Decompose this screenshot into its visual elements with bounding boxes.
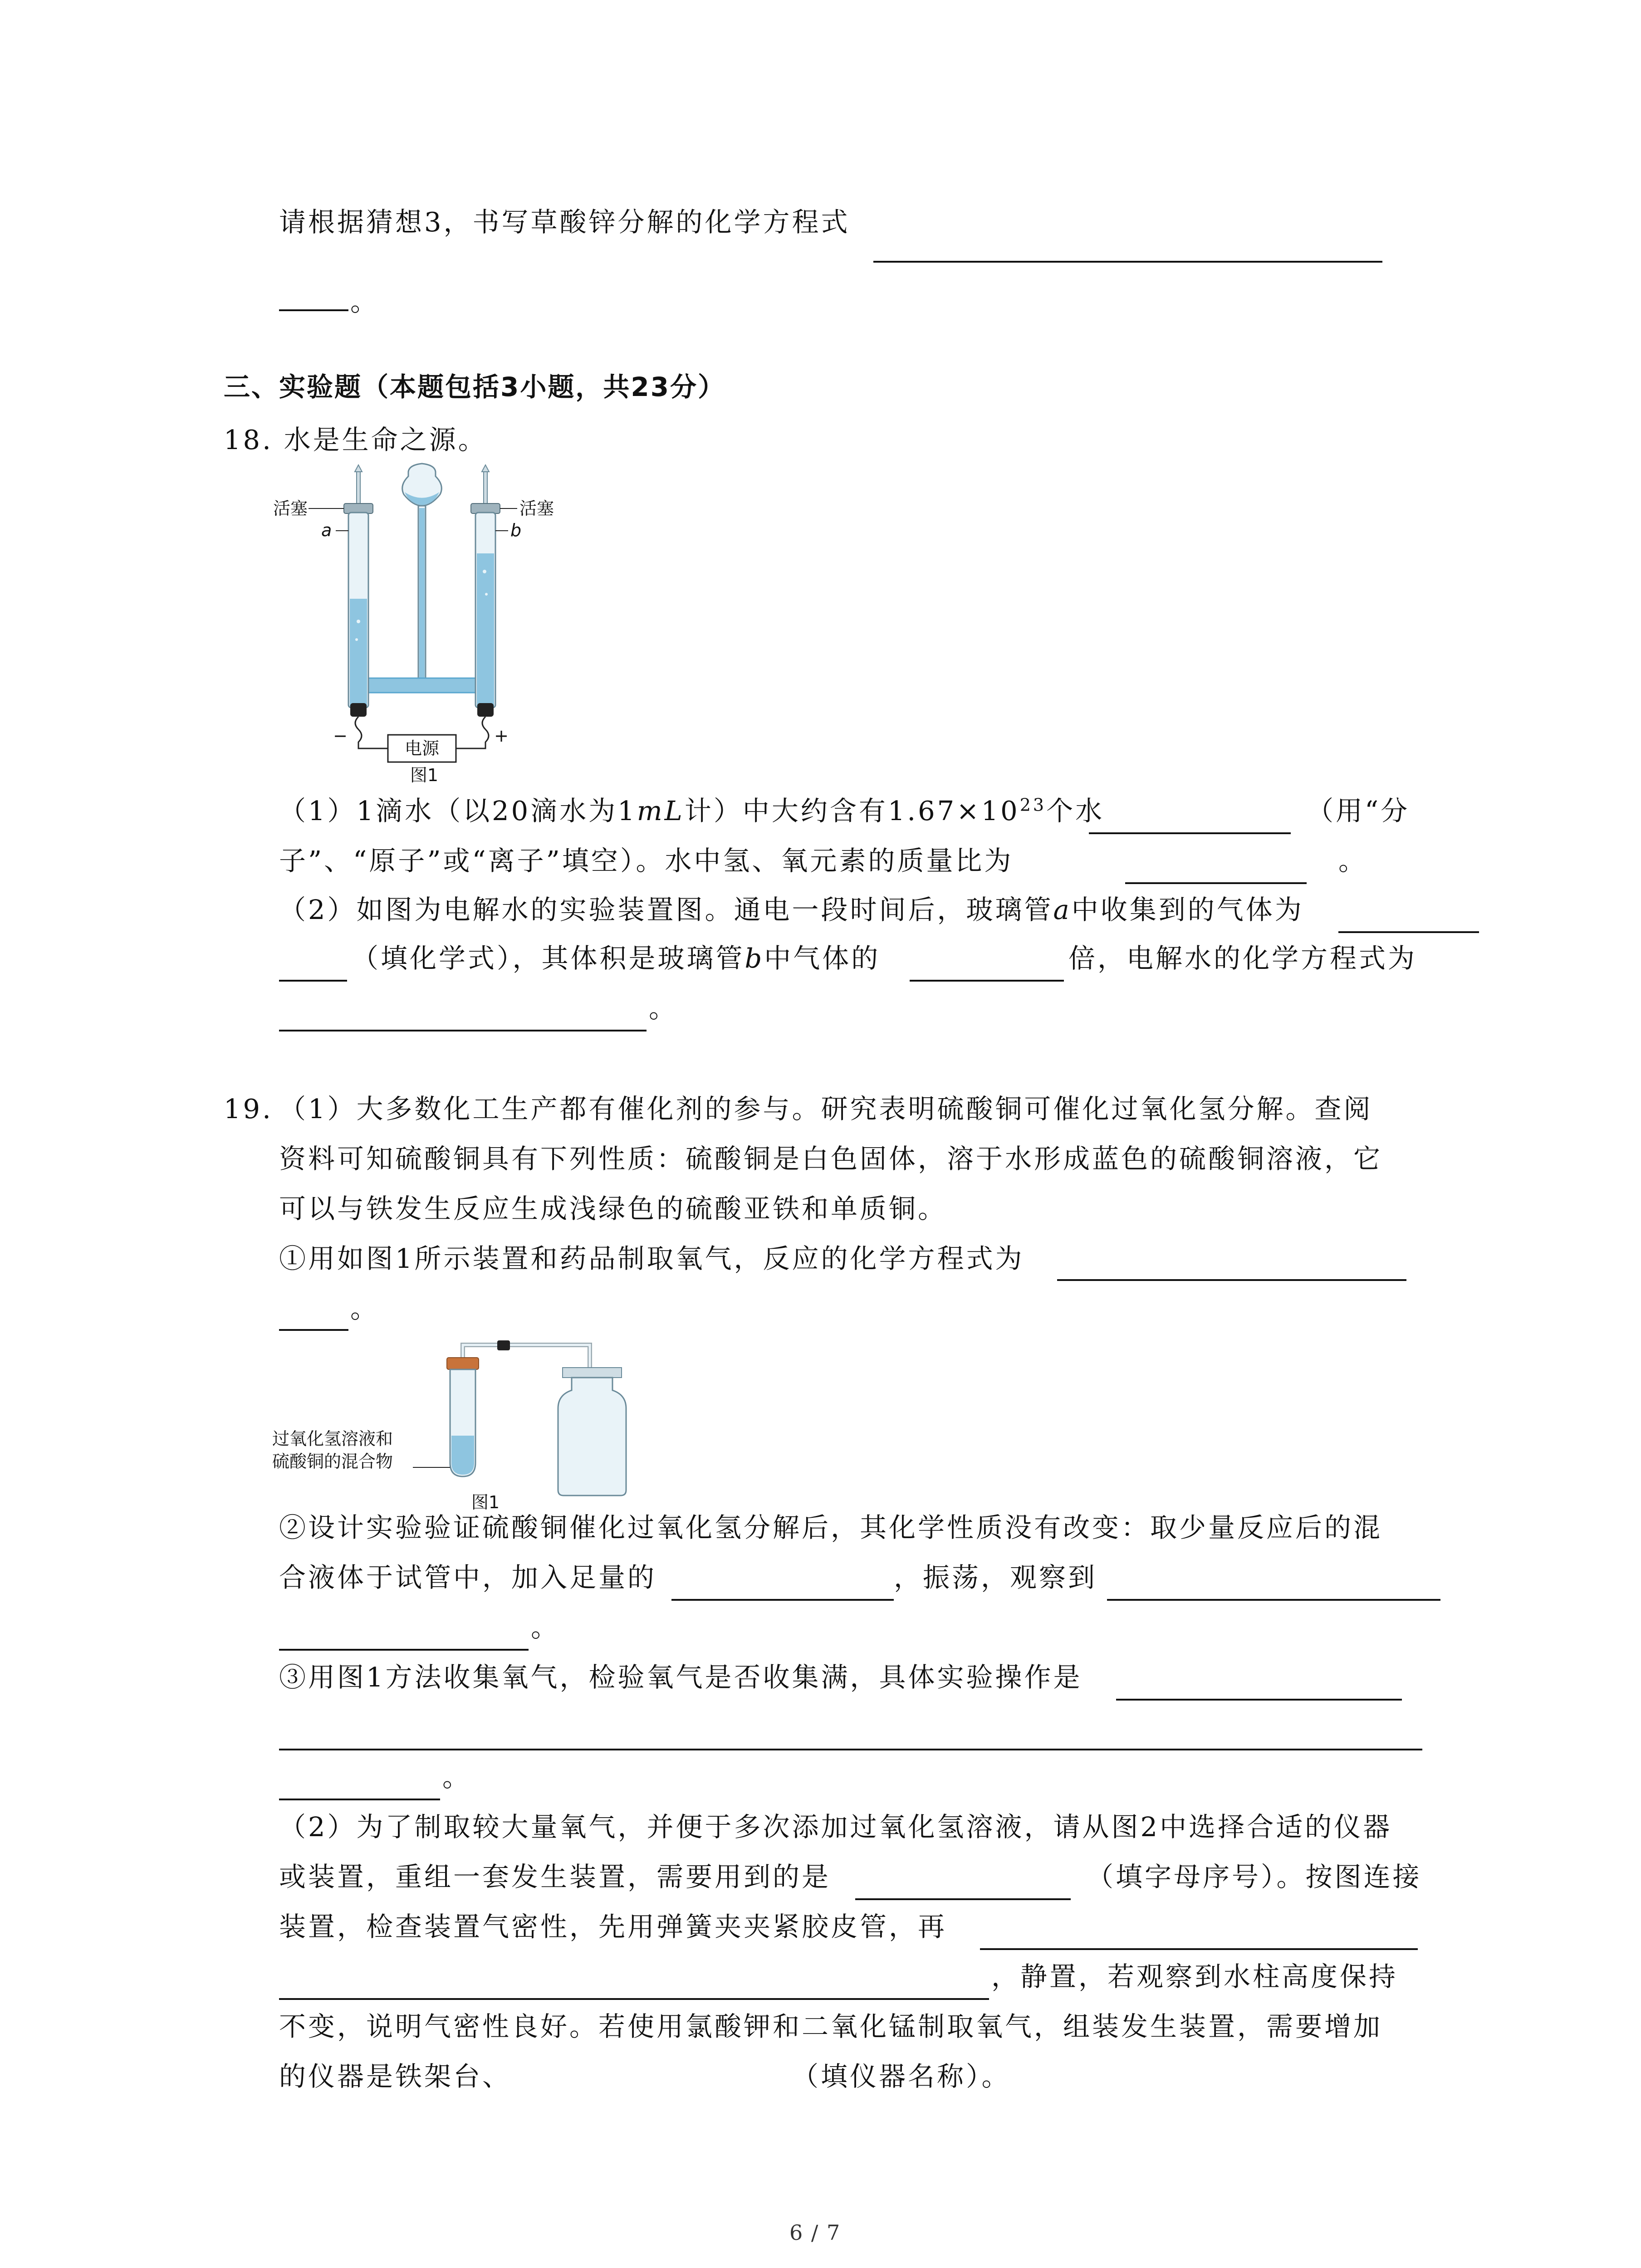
reservoir-bulb xyxy=(402,464,442,506)
valve-right-label: 活塞 xyxy=(519,499,554,518)
q19-part2-line6a: 的仪器是铁架台、 xyxy=(279,2061,512,2092)
q19-item3-end: 。 xyxy=(442,1761,472,1793)
gas-collecting-bottle xyxy=(558,1368,626,1496)
q18-p1-hint: （用“分 xyxy=(1307,795,1410,826)
q18-stem xyxy=(224,422,487,458)
q19-p2-blank-apparatus[interactable] xyxy=(855,1898,1071,1900)
q18-p2-blank-equation[interactable] xyxy=(279,1030,647,1031)
q19-item1-blank-1[interactable] xyxy=(1057,1279,1406,1281)
electrolysis-apparatus-figure xyxy=(272,458,563,785)
q18-p2-var-a: a xyxy=(1053,894,1072,925)
q18-part1-line2: 子”、“原子”或“离子”填空）。水中氢、氧元素的质量比为 xyxy=(279,845,1014,876)
electrode-right xyxy=(477,703,494,717)
plus-label: + xyxy=(494,726,509,746)
tube-clamp xyxy=(497,1340,510,1350)
electrode-left xyxy=(350,703,367,717)
q18-p1-text-b: 计）中大约含有1.67×10 xyxy=(684,795,1020,826)
q19-item1: ①用如图1所示装置和药品制取氧气，反应的化学方程式为 xyxy=(279,1243,1024,1274)
q18-p2-text-b: 中收集到的气体为 xyxy=(1071,894,1304,925)
q19-part2-line4b: ，静置，若观察到水柱高度保持 xyxy=(991,1961,1398,1992)
q18-p2-line2-c: 倍，电解水的化学方程式为 xyxy=(1068,943,1417,974)
q19-part2-line2a: 或装置，重组一套发生装置，需要用到的是 xyxy=(279,1861,831,1892)
figure1-caption: 图1 xyxy=(410,765,439,785)
test-tube-stopper xyxy=(447,1358,479,1369)
q17-equation-prompt xyxy=(279,204,850,240)
q18-p1-blank-particle[interactable] xyxy=(1089,832,1291,834)
q18-part2-line2 xyxy=(352,940,880,977)
tube-a xyxy=(344,465,373,717)
q19-part2-line5: 不变，说明气密性良好。若使用氯酸钾和二氧化锰制取氧气，组装发生装置，需要增加 xyxy=(279,2011,1383,2042)
q19-p2-blank-operation-1[interactable] xyxy=(980,1948,1418,1950)
q19-number: 19. xyxy=(224,1093,273,1124)
q19-item2-blank-observation-2[interactable] xyxy=(279,1649,529,1651)
q18-p1-exponent: 23 xyxy=(1019,795,1047,815)
q18-part2-line1 xyxy=(279,892,1304,928)
q19-item2-line2b: ，振荡，观察到 xyxy=(894,1562,1097,1593)
test-tube-liquid xyxy=(451,1436,474,1475)
q19-item3-blank-3[interactable] xyxy=(279,1799,440,1800)
central-tube-water xyxy=(419,508,425,680)
q19-item2-blank-reagent[interactable] xyxy=(671,1599,894,1601)
q19-item3: ③用图1方法收集氧气，检验氧气是否收集满，具体实验操作是 xyxy=(279,1662,1083,1693)
valve-left-label: 活塞 xyxy=(273,499,308,518)
q19-item3-blank-1[interactable] xyxy=(1116,1699,1402,1701)
q18-p2-var-b: b xyxy=(745,943,764,974)
q18-p2-blank-gas-2[interactable] xyxy=(279,980,347,982)
q18-p2-end: 。 xyxy=(649,992,678,1024)
q19-item2-end: 。 xyxy=(531,1612,560,1643)
q18-number: 18. xyxy=(224,424,273,455)
q18-p1-end: 。 xyxy=(1338,845,1368,876)
q17-end-punct: 。 xyxy=(350,286,380,317)
q17-answer-blank-1[interactable] xyxy=(873,261,1382,263)
q17-prompt-text: 请根据猜想3，书写草酸锌分解的化学方程式 xyxy=(279,206,850,238)
q18-part1-line1 xyxy=(279,793,1104,829)
q19-line3: 可以与铁发生反应生成浅绿色的硫酸亚铁和单质铜。 xyxy=(279,1193,947,1224)
page-number: 6 / 7 xyxy=(789,2220,841,2245)
oxygen-generation-figure xyxy=(272,1318,644,1517)
q19-item2-blank-observation-1[interactable] xyxy=(1107,1599,1440,1601)
q18-p2-line2-b: 中气体的 xyxy=(764,943,881,974)
q19-part2-line2b: （填字母序号）。按图连接 xyxy=(1087,1861,1422,1892)
q19-item2-line1: ②设计实验验证硫酸铜催化过氧化氢分解后，其化学性质没有改变：取少量反应后的混 xyxy=(279,1512,1383,1543)
q18-p1-blank-ratio[interactable] xyxy=(1125,882,1307,884)
q19-figure1-caption: 图1 xyxy=(471,1492,500,1512)
q19-part2-line3: 装置，检查装置气密性，先用弹簧夹夹紧胶皮管，再 xyxy=(279,1911,947,1942)
tube-b-label: b xyxy=(510,520,522,540)
tube-a-label: a xyxy=(321,520,332,540)
q18-p1-text-a: （1）1滴水（以20滴水为1 xyxy=(279,795,637,826)
q19-part2-line6b: （填仪器名称）。 xyxy=(792,2061,1011,2092)
tube-b xyxy=(471,465,500,717)
q18-p2-blank-ratio[interactable] xyxy=(910,980,1064,982)
q18-p1-text-c: 个水 xyxy=(1046,795,1105,826)
q19-item3-blank-2[interactable] xyxy=(279,1749,1422,1750)
minus-label: − xyxy=(333,726,348,746)
mixture-label-line2: 硫酸铜的混合物 xyxy=(272,1452,393,1471)
q18-p2-text-a: （2）如图为电解水的实验装置图。通电一段时间后，玻璃管 xyxy=(279,894,1053,925)
q19-item2-line2a: 合液体于试管中，加入足量的 xyxy=(279,1562,657,1593)
q19-item1-end: 。 xyxy=(350,1293,380,1324)
q18-stem-text: 水是生命之源。 xyxy=(284,424,487,455)
connecting-tube xyxy=(349,678,495,693)
q18-p2-blank-gas-1[interactable] xyxy=(1338,931,1479,933)
q19-line1: （1）大多数化工生产都有催化剂的参与。研究表明硫酸铜可催化过氧化氢分解。查阅 xyxy=(279,1093,1373,1124)
q19-line2: 资料可知硫酸铜具有下列性质：硫酸铜是白色固体，溶于水形成蓝色的硫酸铜溶液，它 xyxy=(279,1143,1383,1174)
q19-p2-blank-operation-2[interactable] xyxy=(279,1998,989,2000)
section-heading: 三、实验题（本题包括3小题，共23分） xyxy=(224,371,726,402)
q18-p1-unit: mL xyxy=(637,795,685,826)
q17-answer-blank-2[interactable] xyxy=(279,309,348,311)
q18-p2-line2-a: （填化学式），其体积是玻璃管 xyxy=(352,943,745,974)
power-label: 电源 xyxy=(404,738,440,758)
mixture-label-line1: 过氧化氢溶液和 xyxy=(272,1429,393,1449)
q19-part2-line1: （2）为了制取较大量氧气，并便于多次添加过氧化氢溶液，请从图2中选择合适的仪器 xyxy=(279,1811,1392,1843)
